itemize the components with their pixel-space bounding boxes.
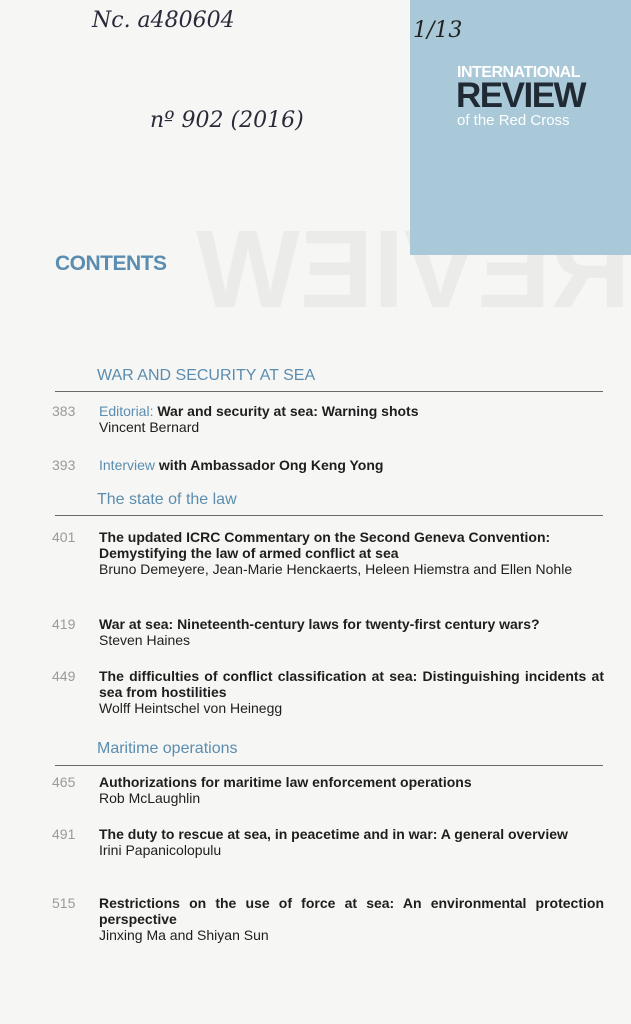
entry-label: Interview <box>99 457 156 473</box>
section-rule <box>55 765 603 766</box>
entry-title: The updated ICRC Commentary on the Second Geneva Convention: Demystifying the law of armed conflict at sea <box>99 529 551 561</box>
section-title-state-of-law: The state of the law <box>97 491 237 508</box>
toc-entry[interactable] <box>52 895 604 943</box>
toc-entry[interactable] <box>52 774 604 806</box>
banner-line-red-cross: of the Red Cross <box>457 112 570 129</box>
entry-author: Jinxing Ma and Shiyan Sun <box>99 927 269 943</box>
entry-author: Bruno Demeyere, Jean-Marie Henckaerts, Heleen Hiemstra and Ellen Nohle <box>99 561 573 577</box>
toc-entry[interactable] <box>52 529 604 577</box>
section-title-maritime-operations: Maritime operations <box>97 740 238 757</box>
section-rule <box>55 391 603 392</box>
entry-title: The duty to rescue at sea, in peacetime and in war: A general overview <box>99 826 568 842</box>
page-number: 515 <box>52 895 76 911</box>
entry-title: War at sea: Nineteenth-century laws for twenty-first century wars? <box>99 616 540 632</box>
entry-title: War and security at sea: Warning shots <box>157 403 419 419</box>
journal-banner <box>410 0 631 255</box>
toc-entry[interactable] <box>52 616 604 648</box>
page-number: 401 <box>52 529 76 545</box>
handwritten-page-mark: 1/13 <box>413 18 463 43</box>
toc-entry[interactable] <box>52 668 604 716</box>
section-rule <box>55 515 603 516</box>
contents-heading: CONTENTS <box>55 252 167 275</box>
page-number: 383 <box>52 403 76 419</box>
toc-entry[interactable] <box>52 457 604 473</box>
toc-entry[interactable] <box>52 826 604 858</box>
page-number: 465 <box>52 774 76 790</box>
page-number: 449 <box>52 668 76 684</box>
entry-author: Rob McLaughlin <box>99 790 201 806</box>
entry-title: The difficulties of conflict classification at sea: Distinguishing incidents at sea from hostilities <box>99 668 604 700</box>
banner-line-review: REVIEW <box>456 76 586 115</box>
page-number: 419 <box>52 616 76 632</box>
entry-author: Steven Haines <box>99 632 191 648</box>
entry-title: with Ambassador Ong Keng Yong <box>158 457 384 473</box>
handwritten-call-number: Nc. a480604 <box>92 8 235 33</box>
entry-author: Vincent Bernard <box>99 419 200 435</box>
page-number: 491 <box>52 826 76 842</box>
entry-title: Authorizations for maritime law enforcement operations <box>99 774 472 790</box>
toc-entry[interactable] <box>52 403 604 435</box>
entry-title: Restrictions on the use of force at sea: An environmental protection perspective <box>99 895 604 927</box>
section-title-war-and-security: WAR AND SECURITY AT SEA <box>97 367 316 384</box>
entry-author: Wolff Heintschel von Heinegg <box>99 700 283 716</box>
banner-line-international: INTERNATIONAL <box>457 64 580 81</box>
bleed-through-text: REVIEW <box>196 208 630 331</box>
page-number: 393 <box>52 457 76 473</box>
handwritten-issue-note: nº 902 (2016) <box>150 108 304 133</box>
entry-label: Editorial: <box>99 403 154 419</box>
entry-author: Irini Papanicolopulu <box>99 842 222 858</box>
